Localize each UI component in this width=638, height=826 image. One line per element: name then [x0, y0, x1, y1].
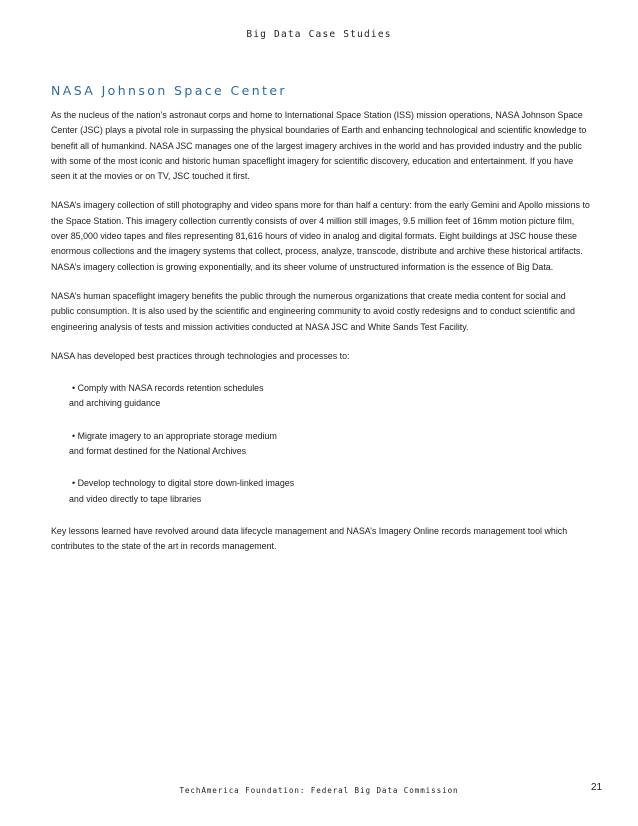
paragraph-lessons-learned: Key lessons learned have revolved around data lifecycle management and NASA’s Imagery Online records management tool which contributes to the state of the art in records management. [51, 525, 568, 552]
footer-organization: TechAmerica Foundation: Federal Big Data Commission [179, 786, 459, 795]
list-item [69, 476, 591, 507]
list-item-line: and format destined for the National Archives [69, 446, 247, 457]
list-item [69, 381, 591, 412]
list-item-line: • Comply with NASA records retention schedules [72, 383, 264, 394]
list-item-line: and video directly to tape libraries [69, 493, 202, 504]
list-item-line: • Migrate imagery to an appropriate storage medium [72, 430, 277, 441]
paragraph-best-practices-intro: NASA has developed best practices through technologies and processes to: [51, 350, 350, 361]
list-item-line: • Develop technology to digital store down-linked images [72, 478, 295, 489]
paragraph-public-benefits: NASA’s human spaceflight imagery benefits the public through the numerous organizations that create media content for social and public consumption. It is also used by the scientific and engineering community to avoid costly redesigns and to conduct scientific and engineering analysis of tests and mission activities conducted at NASA JSC and White Sands Test Facility. [51, 290, 575, 332]
list-item-line: and archiving guidance [69, 398, 161, 409]
paragraph-imagery-collection: NASA’s imagery collection of still photography and video spans more for than half a century: from the early Gemini and Apollo missions to the Space Station. This imagery collection currently consists of over 4 million still images, 9.5 million feet of 16mm motion picture film, over 85,000 video tapes and files representing 81,616 hours of video in analog and digital formats. Eight buildings at JSC house these enormous collections and the imagery systems that collect, process, analyze, transcode, distribute and archive these historical artifacts. NASA’s imagery collection is growing exponentially, and its sheer volume of unstructured information is the essence of Big Data. [51, 200, 590, 272]
page-number: 21 [591, 782, 603, 793]
section-title: NASA Johnson Space Center [51, 83, 287, 98]
running-header: Big Data Case Studies [246, 29, 392, 40]
list-item [69, 429, 591, 460]
paragraph-intro: As the nucleus of the nation’s astronaut corps and home to International Space Station (ISS) mission operations, NASA Johnson Space Center (JSC) plays a pivotal role in surpassing the physical boundaries of Earth and enhancing technological and scientific knowledge to benefit all of humankind. NASA JSC manages one of the largest imagery archives in the world and has provided industry and the public with some of the most iconic and historic human spaceflight imagery for scientific discovery, education and entertainment. If you have seen it at the movies or on TV, JSC touched it first. [51, 110, 587, 182]
body-content [51, 108, 591, 569]
best-practices-list [51, 381, 591, 507]
